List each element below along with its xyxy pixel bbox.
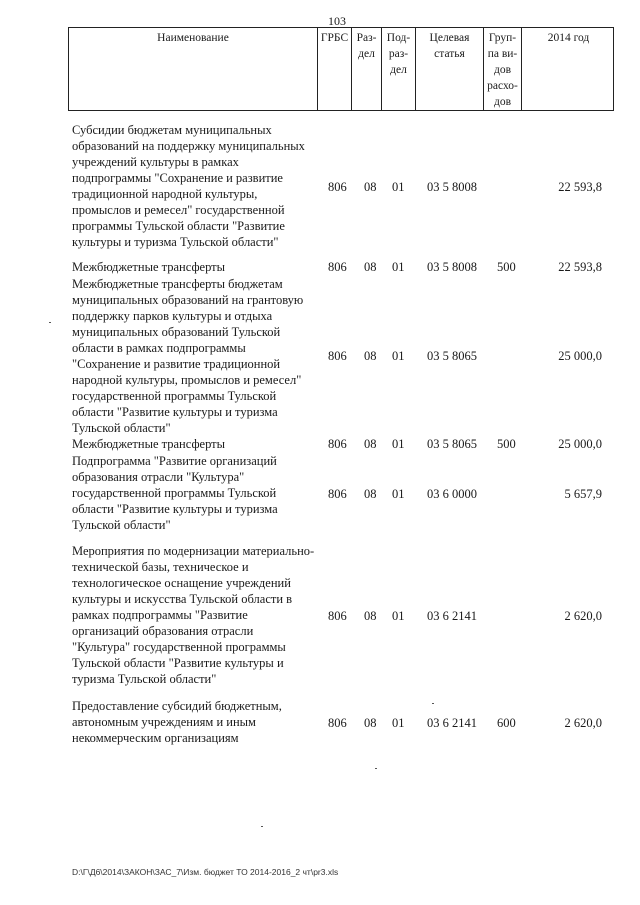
header-name: Наименование xyxy=(157,32,229,44)
row-name: Межбюджетные трансферты xyxy=(72,260,226,274)
row-podrazdel: 01 xyxy=(392,487,405,501)
row-sum: 25 000,0 xyxy=(558,437,602,451)
row-razdel: 08 xyxy=(364,260,377,274)
row-podrazdel: 01 xyxy=(392,260,405,274)
scan-speck xyxy=(432,703,434,704)
row-podrazdel: 01 xyxy=(392,716,405,730)
row-grbs: 806 xyxy=(328,609,347,623)
row-razdel: 08 xyxy=(364,349,377,363)
row-razdel: 08 xyxy=(364,716,377,730)
file-path-footer: D:\Г\Д6\2014\ЗАКОН\ЗАС_7\Изм. бюджет ТО 2014-2016_2 чт\pr3.xls xyxy=(72,867,339,877)
row-sum: 5 657,9 xyxy=(564,487,602,501)
header-grbs: ГРБС xyxy=(317,28,351,110)
row-name: Субсидии бюджетам муниципальных образований на поддержку муниципальных учреждений культуры в рамках подпрограммы "Сохранение и развитие традиционной народной культуры, промыслов и ремесел" государственной программы Тульской области "Развитие культуры и туризма Тульской области" xyxy=(72,123,305,249)
row-vr: 600 xyxy=(497,716,516,730)
row-grbs: 806 xyxy=(328,349,347,363)
row-podrazdel: 01 xyxy=(392,609,405,623)
row-target: 03 5 8008 xyxy=(427,180,477,194)
row-target: 03 5 8065 xyxy=(427,437,477,451)
row-sum: 2 620,0 xyxy=(564,716,602,730)
row-vr: 500 xyxy=(497,260,516,274)
row-grbs: 806 xyxy=(328,716,347,730)
row-podrazdel: 01 xyxy=(392,180,405,194)
row-target: 03 5 8065 xyxy=(427,349,477,363)
row-grbs: 806 xyxy=(328,260,347,274)
scan-speck xyxy=(375,768,377,769)
header-vr: Груп- па ви- дов расхо- дов xyxy=(483,28,521,110)
scan-speck xyxy=(49,322,51,323)
row-grbs: 806 xyxy=(328,180,347,194)
header-razdel: Раз- дел xyxy=(351,28,381,110)
row-podrazdel: 01 xyxy=(392,349,405,363)
row-razdel: 08 xyxy=(364,487,377,501)
row-name: Межбюджетные трансферты бюджетам муниципальных образований на грантовую поддержку парков культуры и отдыха муниципальных образований Тульской области в рамках подпрограммы "Сохранение и развитие традиционной народной культуры, промыслов и ремесел" государственной программы Тульской области "Развитие культуры и туризма Тульской области" xyxy=(72,277,304,435)
row-name: Мероприятия по модернизации материально- технической базы, техническое и технологическое оснащение учреждений культуры и искусства Тульской области в рамках подпрограммы "Развитие организаций образования отрасли "Культура" государственной программы Тульской области "Развитие культуры и туризма Тульской области" xyxy=(72,544,315,686)
row-razdel: 08 xyxy=(364,437,377,451)
row-target: 03 6 0000 xyxy=(427,487,477,501)
row-sum: 25 000,0 xyxy=(558,349,602,363)
row-name: Предоставление субсидий бюджетным, автономным учреждениям и иным некоммерческим организациям xyxy=(72,699,282,745)
header-year: 2014 год xyxy=(521,28,615,110)
row-sum: 22 593,8 xyxy=(558,180,602,194)
row-grbs: 806 xyxy=(328,487,347,501)
header-podrazdel: Под- раз- дел xyxy=(381,28,415,110)
row-sum: 2 620,0 xyxy=(564,609,602,623)
header-target: Целевая статья xyxy=(415,28,483,110)
row-name: Межбюджетные трансферты xyxy=(72,437,226,451)
row-name: Подпрограмма "Развитие организаций образования отрасли "Культура" государственной программы Тульской области "Развитие культуры и туризма Тульской области" xyxy=(72,454,278,532)
row-target: 03 6 2141 xyxy=(427,716,477,730)
row-vr: 500 xyxy=(497,437,516,451)
row-sum: 22 593,8 xyxy=(558,260,602,274)
row-razdel: 08 xyxy=(364,609,377,623)
row-target: 03 6 2141 xyxy=(427,609,477,623)
page-number: 103 xyxy=(328,14,346,28)
row-target: 03 5 8008 xyxy=(427,260,477,274)
scan-speck xyxy=(261,826,263,827)
row-grbs: 806 xyxy=(328,437,347,451)
row-podrazdel: 01 xyxy=(392,437,405,451)
table-header xyxy=(68,27,614,111)
row-razdel: 08 xyxy=(364,180,377,194)
